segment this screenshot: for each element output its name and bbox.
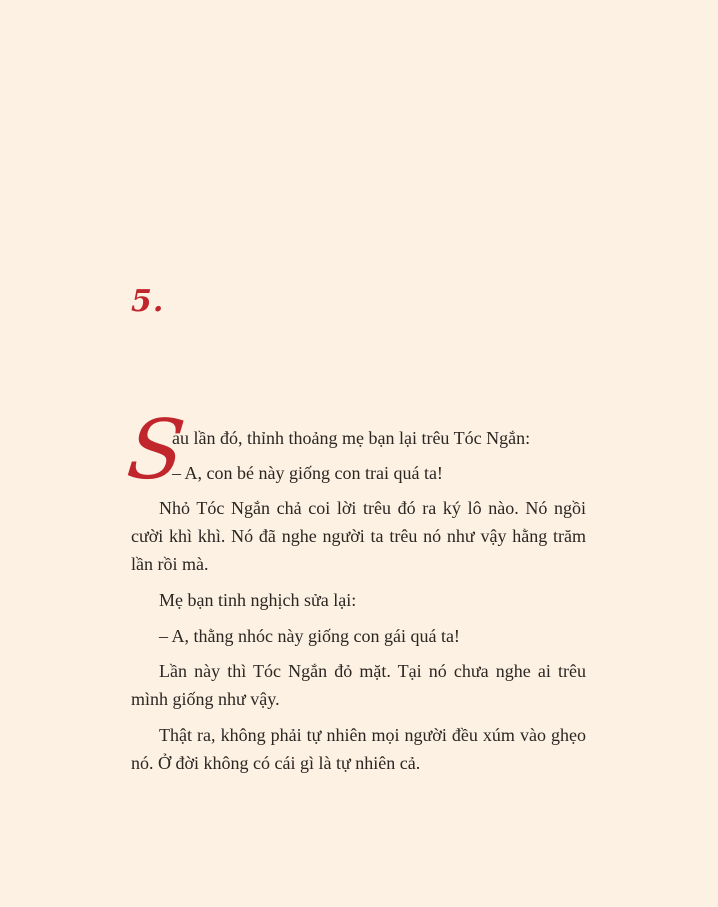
paragraph-narration-3: Lần này thì Tóc Ngắn đỏ mặt. Tại nó chưa nghe ai trêu mình giống như vậy.	[131, 661, 586, 709]
paragraph-narration-2: Mẹ bạn tinh nghịch sửa lại:	[159, 590, 357, 610]
paragraph-opening: au lần đó, thỉnh thoảng mẹ bạn lại trêu Tóc Ngắn:	[172, 428, 531, 448]
paragraph-narration-1: Nhỏ Tóc Ngắn chả coi lời trêu đó ra ký lô nào. Nó ngồi cười khì khì. Nó đã nghe người ta trêu nó như vậy hằng trăm lần rồi mà.	[131, 498, 586, 574]
paragraph-dialogue-1: – A, con bé này giống con trai quá ta!	[172, 463, 443, 483]
drop-cap: S	[123, 403, 190, 498]
chapter-number: 5.	[131, 284, 165, 319]
paragraph-narration-4: Thật ra, không phải tự nhiên mọi người đều xúm vào ghẹo nó. Ở đời không có cái gì là tự nhiên cả.	[131, 725, 586, 773]
paragraph-dialogue-2: – A, thằng nhóc này giống con gái quá ta!	[159, 626, 460, 646]
